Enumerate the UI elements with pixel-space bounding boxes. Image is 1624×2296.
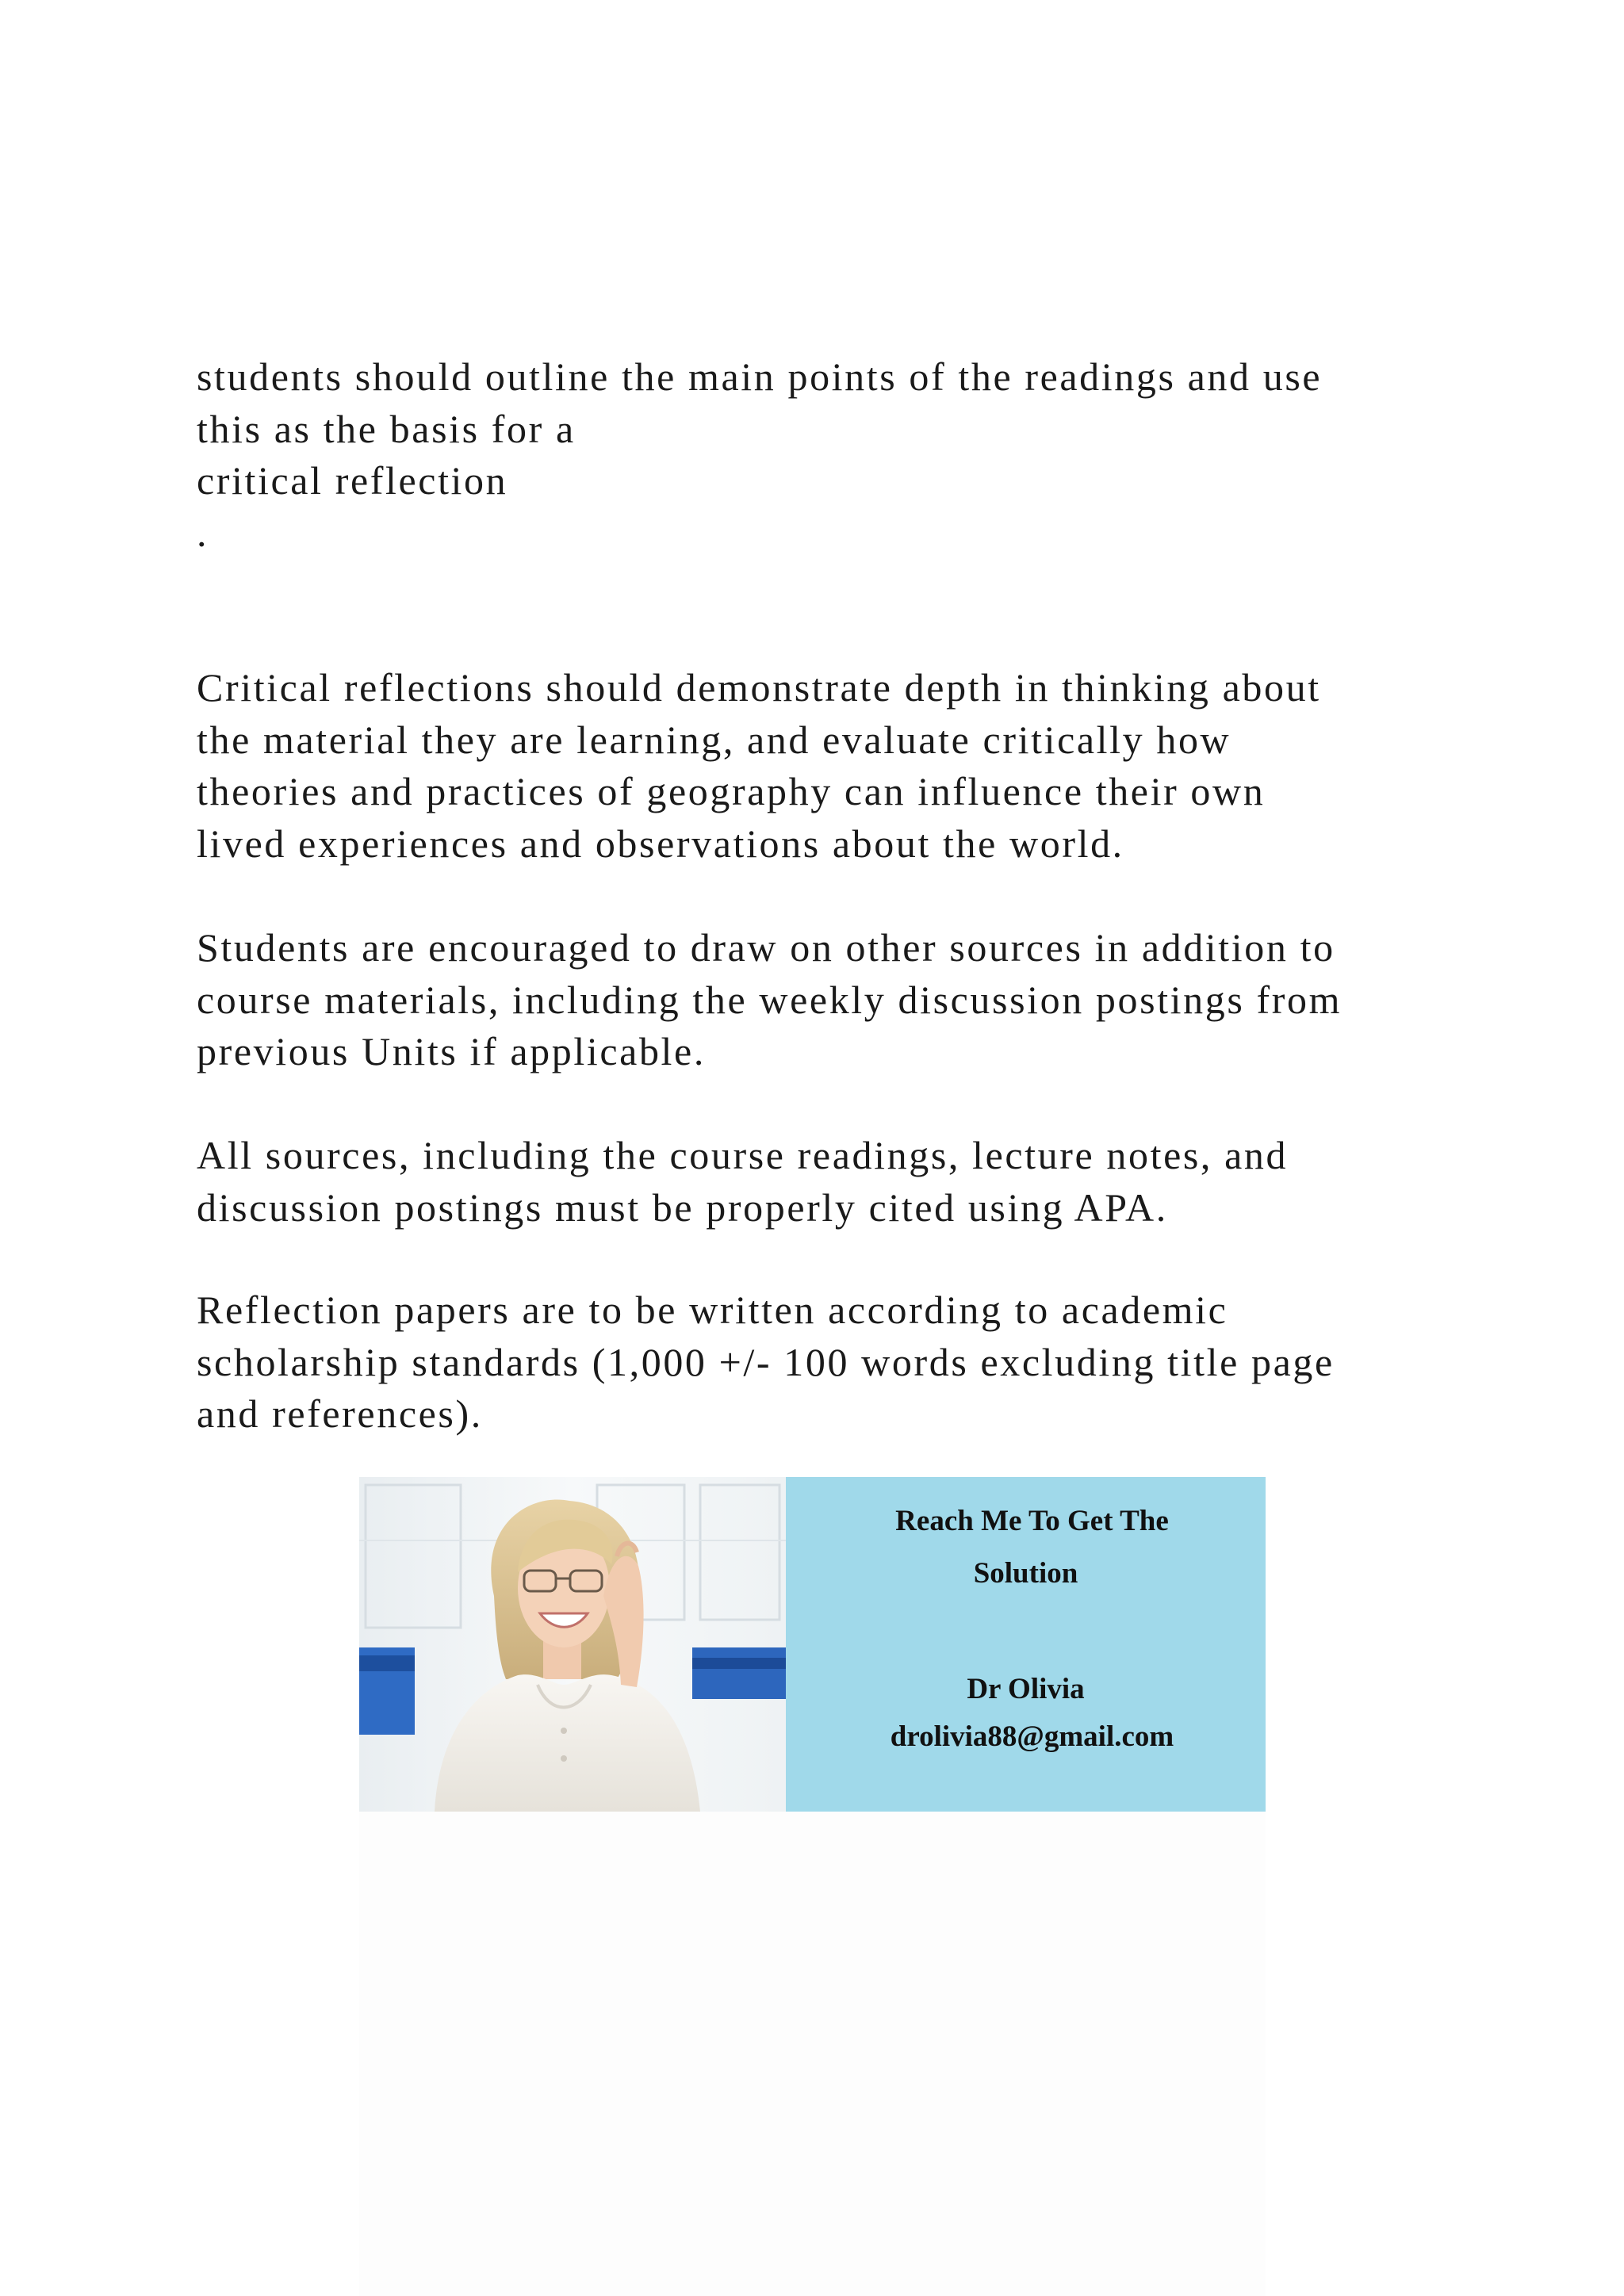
contact-ad-banner — [359, 1477, 1266, 1812]
paragraph-citation: All sources, including the course readings, lecture notes, and discussion postings must be properly cited using APA. — [197, 1133, 1289, 1230]
contact-name: Dr Olivia — [967, 1673, 1085, 1705]
woman-photo — [359, 1477, 786, 1812]
paragraph-intro: students should outline the main points of the readings and use this as the basis for a critical reflection . — [197, 354, 1323, 555]
blank-area — [359, 1812, 1266, 2296]
paragraph-format: Reflection papers are to be written according to academic scholarship standards (1,000 +/- 100 words excluding title page and references). — [197, 1288, 1335, 1436]
paragraph-critical-reflections: Critical reflections should demonstrate depth in thinking about the material they are learning, and evaluate critically how theories and practices of geography can influence their own lived experiences and observations about the world. — [197, 665, 1321, 866]
ad-headline-line-2: Solution — [973, 1557, 1078, 1590]
ad-headline-line-1: Reach Me To Get The — [895, 1505, 1169, 1537]
contact-email: drolivia88@gmail.com — [890, 1720, 1174, 1753]
paragraph-sources: Students are encouraged to draw on other sources in addition to course materials, including the weekly discussion postings from previous Units if applicable. — [197, 925, 1342, 1073]
contact-info-panel — [786, 1477, 1266, 1812]
